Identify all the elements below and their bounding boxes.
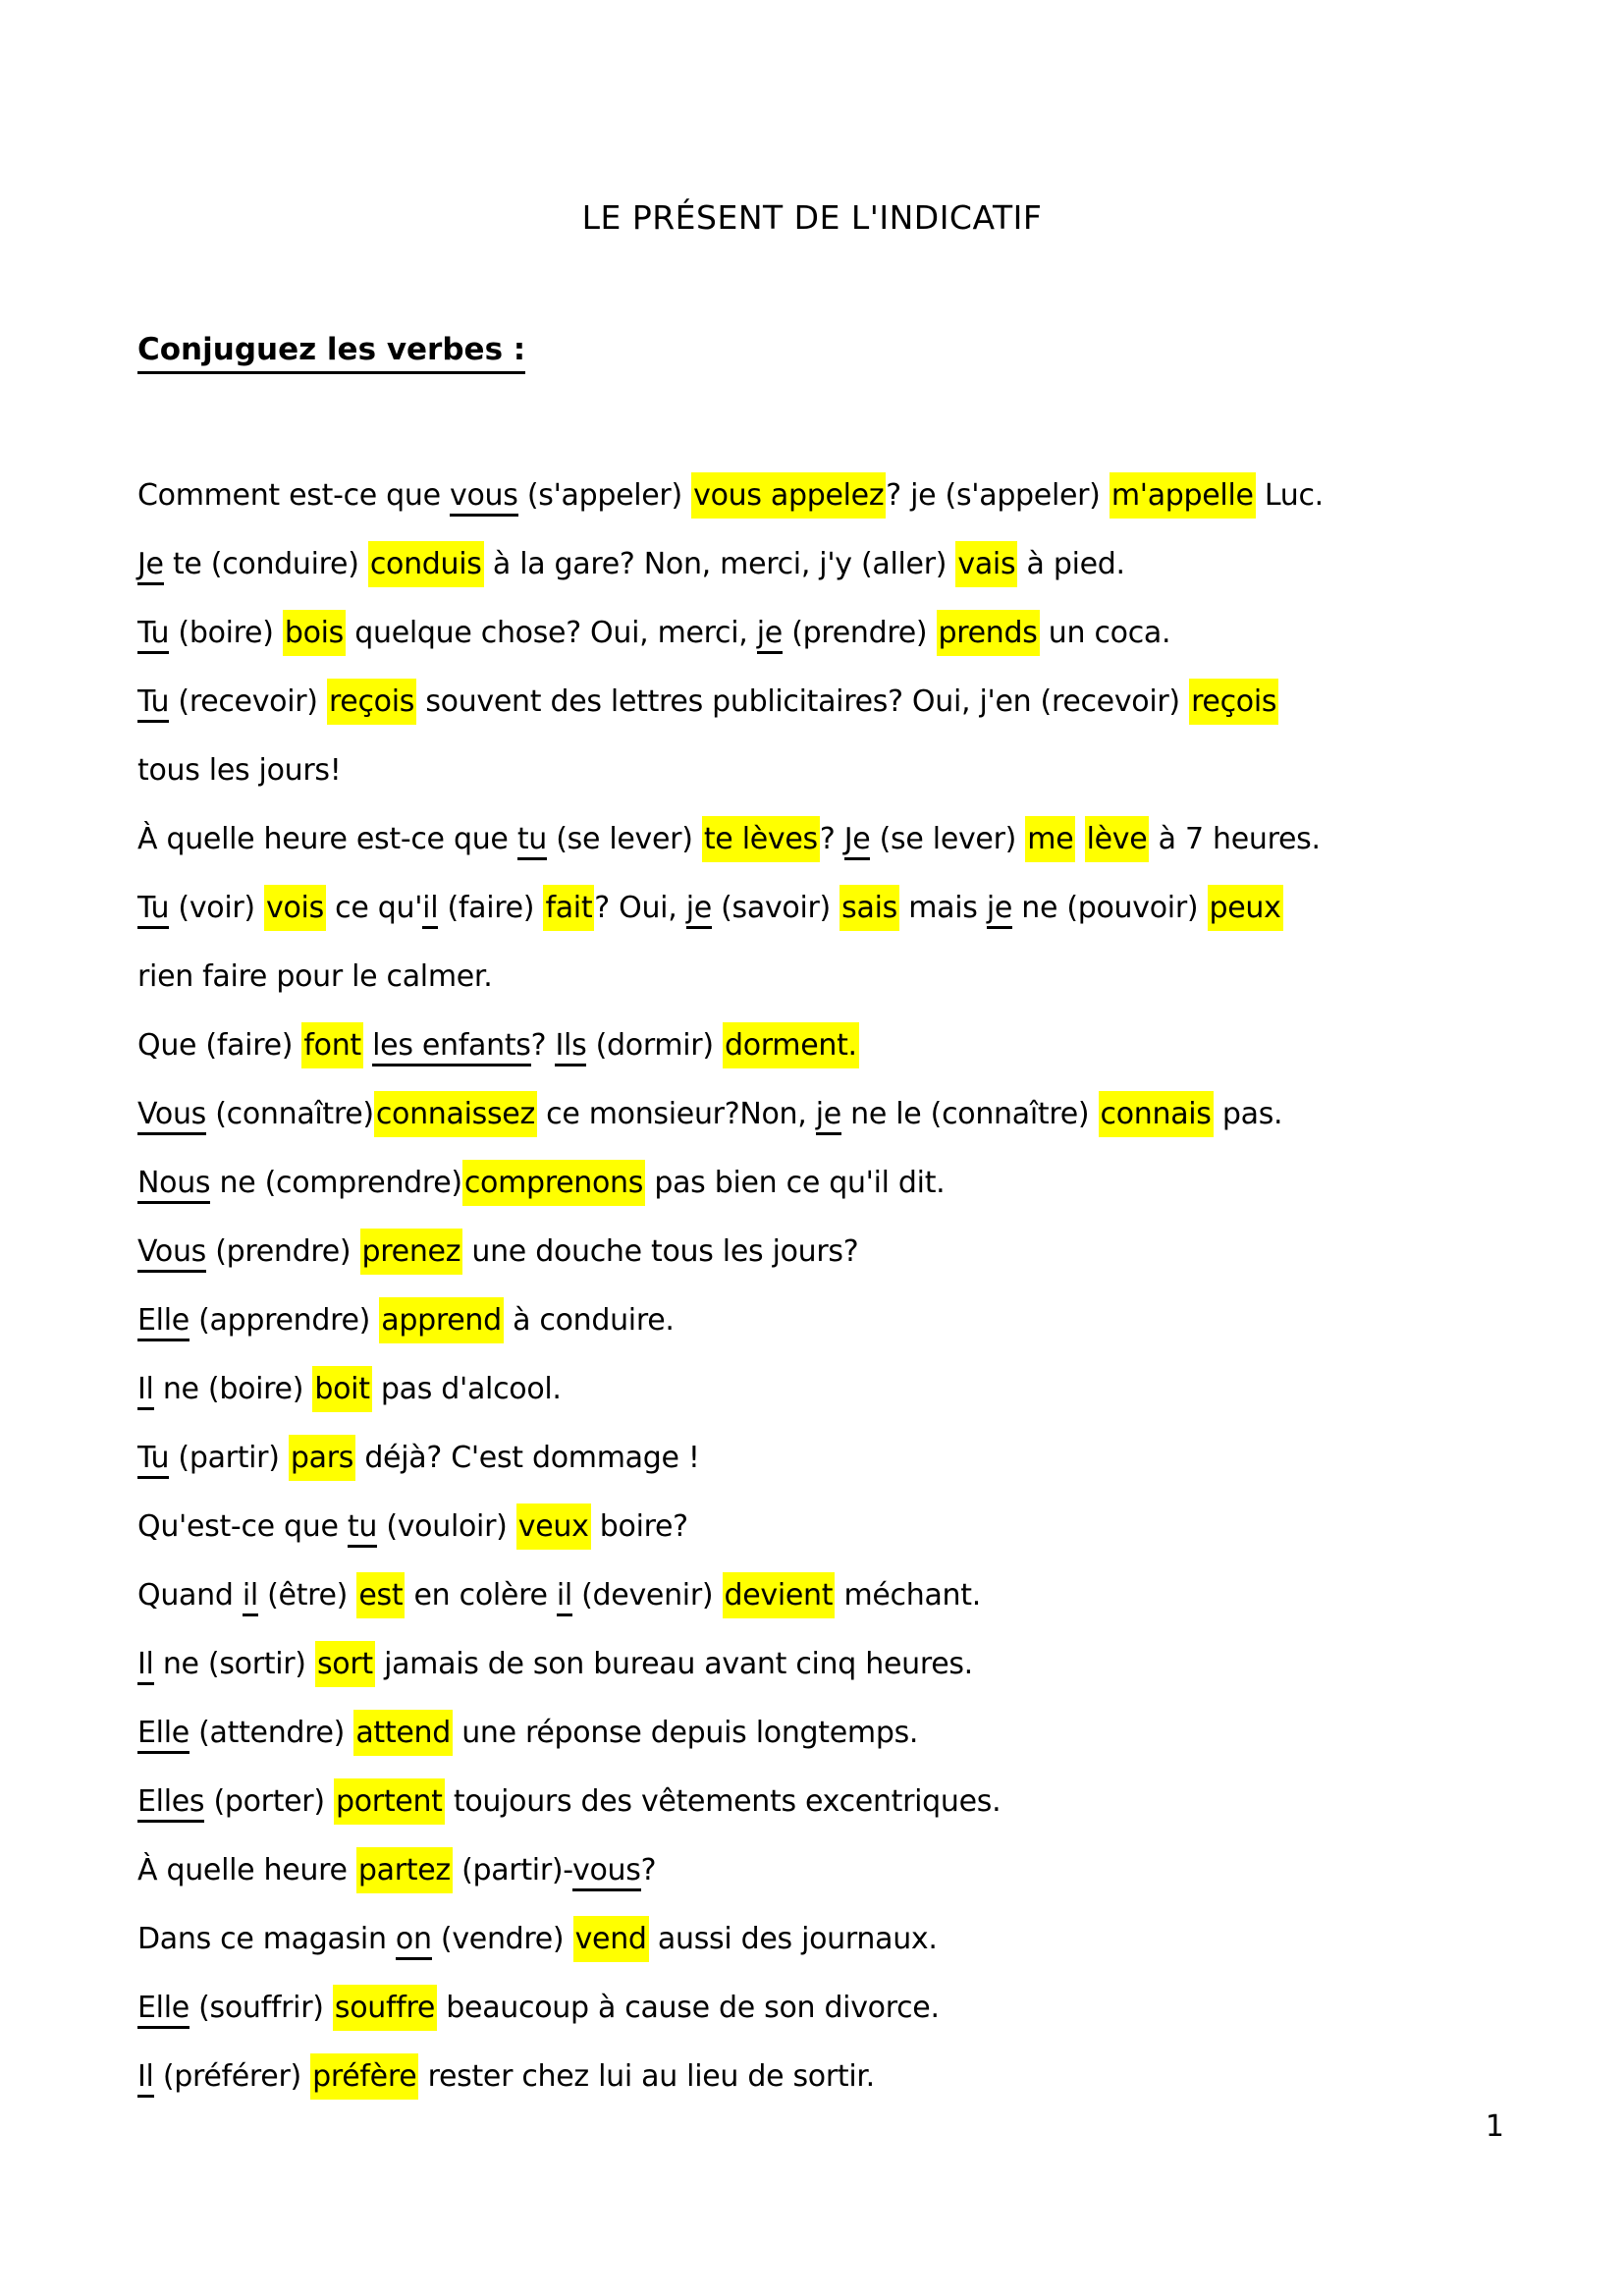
text-segment: (voir) xyxy=(169,891,265,925)
text-segment: (faire) xyxy=(438,891,544,925)
text-line xyxy=(137,462,1585,530)
text-segment: mais xyxy=(898,891,987,925)
underlined-word: les enfants xyxy=(372,1028,530,1066)
text-segment: (partir) xyxy=(169,1441,289,1475)
text-segment: À quelle heure xyxy=(137,1853,356,1887)
text-segment: (se lever) xyxy=(870,822,1026,856)
highlighted-answer: souffre xyxy=(333,1985,437,2031)
text-segment: une réponse depuis longtemps. xyxy=(452,1716,919,1750)
text-segment: Comment est-ce que xyxy=(137,478,451,513)
underlined-word: je xyxy=(686,891,712,929)
text-line xyxy=(137,737,1585,805)
highlighted-answer: veux xyxy=(516,1503,591,1550)
text-segment: rien faire pour le calmer. xyxy=(137,959,493,994)
text-line xyxy=(137,1836,1585,1905)
page-number: 1 xyxy=(1485,2109,1504,2144)
highlighted-answer: boit xyxy=(312,1366,371,1412)
text-segment xyxy=(363,1028,372,1063)
text-segment: toujours des vêtements excentriques. xyxy=(444,1784,1001,1819)
text-segment: pas. xyxy=(1213,1097,1283,1131)
text-segment: te (conduire) xyxy=(163,547,368,581)
text-segment: ne (pouvoir) xyxy=(1012,891,1208,925)
underlined-word: Elles xyxy=(137,1784,204,1823)
section-heading xyxy=(137,332,525,367)
highlighted-answer: connaissez xyxy=(374,1091,537,1137)
highlighted-answer: sort xyxy=(315,1641,375,1687)
text-segment: un coca. xyxy=(1039,616,1171,650)
text-segment: (souffrir) xyxy=(189,1991,333,2025)
text-segment: jamais de son bureau avant cinq heures. xyxy=(374,1647,973,1681)
highlighted-answer: font xyxy=(301,1022,363,1068)
text-segment: à 7 heures. xyxy=(1149,822,1321,856)
underlined-word: Je xyxy=(844,822,871,860)
text-segment: déjà? C'est dommage ! xyxy=(355,1441,700,1475)
text-segment: Quand xyxy=(137,1578,243,1613)
underlined-word: Elle xyxy=(137,1991,189,2029)
text-segment: aussi des journaux. xyxy=(648,1922,938,1956)
underlined-word: Je xyxy=(137,547,164,585)
highlighted-answer: portent xyxy=(334,1778,445,1825)
highlighted-answer: lève xyxy=(1085,816,1150,862)
underlined-word: vous xyxy=(450,478,518,517)
text-segment: (devenir) xyxy=(571,1578,723,1613)
text-segment: (se lever) xyxy=(547,822,702,856)
underlined-word: on xyxy=(396,1922,432,1960)
text-segment: (dormir) xyxy=(586,1028,723,1063)
document-lines xyxy=(137,462,1585,2111)
highlighted-answer: connais xyxy=(1099,1091,1214,1137)
text-segment: en colère xyxy=(405,1578,557,1613)
text-segment: ? xyxy=(819,822,844,856)
underlined-word: Elle xyxy=(137,1303,189,1341)
text-line xyxy=(137,1080,1585,1149)
underlined-word: Il xyxy=(137,1647,154,1685)
highlighted-answer: est xyxy=(356,1572,405,1618)
underlined-word: Elle xyxy=(137,1716,189,1754)
highlighted-answer: vois xyxy=(264,885,326,931)
text-line xyxy=(137,1424,1585,1493)
text-segment: (préférer) xyxy=(153,2059,311,2094)
underlined-word: tu xyxy=(517,822,547,860)
highlighted-answer: pars xyxy=(289,1435,355,1481)
text-segment: souvent des lettres publicitaires? Oui, j'en (recevoir) xyxy=(416,684,1190,719)
text-line xyxy=(137,943,1585,1011)
text-segment: ne (comprendre) xyxy=(210,1166,462,1200)
text-segment: (savoir) xyxy=(711,891,840,925)
underlined-word: tu xyxy=(348,1509,377,1548)
text-segment: Que (faire) xyxy=(137,1028,302,1063)
text-segment: à pied. xyxy=(1017,547,1125,581)
highlighted-answer: peux xyxy=(1208,885,1283,931)
text-line xyxy=(137,1630,1585,1699)
highlighted-answer: reçois xyxy=(327,679,416,725)
highlighted-answer: devient xyxy=(723,1572,836,1618)
text-line xyxy=(137,1768,1585,1836)
underlined-word: je xyxy=(816,1097,841,1135)
text-segment: (prendre) xyxy=(206,1234,360,1269)
text-segment: à la gare? Non, merci, j'y (aller) xyxy=(483,547,956,581)
text-segment: (prendre) xyxy=(782,616,937,650)
text-line xyxy=(137,1355,1585,1424)
text-segment: quelque chose? Oui, merci, xyxy=(346,616,757,650)
text-line xyxy=(137,874,1585,943)
highlighted-answer: te lèves xyxy=(702,816,820,862)
text-segment: ce qu' xyxy=(325,891,423,925)
underlined-word: Il xyxy=(137,1372,154,1410)
highlighted-answer: bois xyxy=(283,610,346,656)
text-line xyxy=(137,1561,1585,1630)
section-heading-text: Conjuguez les verbes : xyxy=(137,332,525,374)
text-line xyxy=(137,1974,1585,2043)
text-segment: (porter) xyxy=(204,1784,334,1819)
text-segment: pas d'alcool. xyxy=(371,1372,562,1406)
text-segment: (vendre) xyxy=(431,1922,573,1956)
text-segment: (s'appeler) xyxy=(517,478,692,513)
highlighted-answer: dorment. xyxy=(723,1022,859,1068)
underlined-word: il xyxy=(422,891,438,929)
text-line xyxy=(137,1149,1585,1218)
underlined-word: Tu xyxy=(137,684,169,723)
highlighted-answer: me xyxy=(1025,816,1075,862)
highlighted-answer: comprenons xyxy=(462,1160,645,1206)
highlighted-answer: reçois xyxy=(1189,679,1278,725)
text-segment: ne (sortir) xyxy=(153,1647,315,1681)
underlined-word: Nous xyxy=(137,1166,210,1204)
text-segment: (partir)- xyxy=(452,1853,572,1887)
text-segment: (connaître) xyxy=(206,1097,374,1131)
text-segment: ne le (connaître) xyxy=(840,1097,1099,1131)
text-line xyxy=(137,805,1585,874)
text-line xyxy=(137,599,1585,668)
text-segment: ? xyxy=(530,1028,556,1063)
text-segment: Luc. xyxy=(1255,478,1324,513)
text-line xyxy=(137,1218,1585,1286)
highlighted-answer: fait xyxy=(543,885,594,931)
text-line xyxy=(137,2043,1585,2111)
text-segment: (vouloir) xyxy=(377,1509,516,1544)
text-segment xyxy=(1075,822,1084,856)
underlined-word: il xyxy=(243,1578,258,1616)
underlined-word: il xyxy=(557,1578,572,1616)
highlighted-answer: vous appelez xyxy=(691,472,886,519)
text-segment: rester chez lui au lieu de sortir. xyxy=(418,2059,875,2094)
text-segment: Dans ce magasin xyxy=(137,1922,396,1956)
highlighted-answer: m'appelle xyxy=(1110,472,1256,519)
text-line xyxy=(137,1011,1585,1080)
text-segment: beaucoup à cause de son divorce. xyxy=(437,1991,940,2025)
text-segment: (être) xyxy=(257,1578,357,1613)
text-segment: pas bien ce qu'il dit. xyxy=(645,1166,946,1200)
underlined-word: je xyxy=(987,891,1012,929)
highlighted-answer: sais xyxy=(839,885,899,931)
highlighted-answer: prenez xyxy=(360,1229,463,1275)
underlined-word: Tu xyxy=(137,1441,169,1479)
underlined-word: Ils xyxy=(555,1028,586,1066)
highlighted-answer: vend xyxy=(573,1916,649,1962)
text-segment: (recevoir) xyxy=(169,684,327,719)
page-title: LE PRÉSENT DE L'INDICATIF xyxy=(581,198,1043,237)
underlined-word: vous xyxy=(572,1853,641,1891)
underlined-word: Tu xyxy=(137,616,169,654)
text-segment: tous les jours! xyxy=(137,753,342,788)
underlined-word: Vous xyxy=(137,1234,206,1273)
text-line xyxy=(137,1286,1585,1355)
text-line xyxy=(137,530,1585,599)
text-segment: ? xyxy=(640,1853,657,1887)
text-segment: (apprendre) xyxy=(189,1303,380,1338)
highlighted-answer: partez xyxy=(356,1847,453,1893)
text-segment: à conduire. xyxy=(503,1303,675,1338)
text-segment: ? Oui, xyxy=(594,891,686,925)
text-segment: boire? xyxy=(590,1509,688,1544)
underlined-word: Vous xyxy=(137,1097,206,1135)
text-segment: ? je (s'appeler) xyxy=(886,478,1110,513)
text-line xyxy=(137,668,1585,737)
highlighted-answer: préfère xyxy=(310,2053,418,2100)
highlighted-answer: vais xyxy=(955,541,1017,587)
text-line xyxy=(137,1699,1585,1768)
highlighted-answer: attend xyxy=(353,1710,453,1756)
text-line xyxy=(137,1493,1585,1561)
text-segment: méchant. xyxy=(835,1578,981,1613)
highlighted-answer: prends xyxy=(937,610,1040,656)
text-line xyxy=(137,1905,1585,1974)
text-segment: À quelle heure est-ce que xyxy=(137,822,517,856)
underlined-word: Il xyxy=(137,2059,154,2098)
text-segment: ce monsieur?Non, xyxy=(536,1097,816,1131)
text-segment: ne (boire) xyxy=(153,1372,313,1406)
underlined-word: je xyxy=(757,616,783,654)
highlighted-answer: apprend xyxy=(379,1297,504,1343)
underlined-word: Tu xyxy=(137,891,169,929)
text-segment: une douche tous les jours? xyxy=(462,1234,859,1269)
text-segment: (attendre) xyxy=(189,1716,354,1750)
text-segment: Qu'est-ce que xyxy=(137,1509,348,1544)
highlighted-answer: conduis xyxy=(368,541,484,587)
text-segment: (boire) xyxy=(169,616,283,650)
